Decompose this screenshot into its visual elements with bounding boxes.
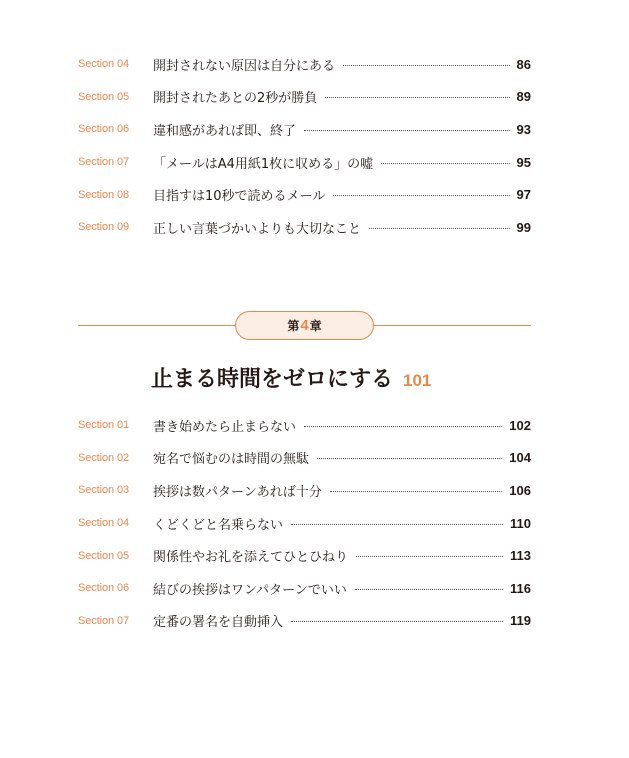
- section-label: Section 07: [78, 614, 129, 627]
- toc-entry[interactable]: [78, 572, 531, 605]
- entry-title: 挨拶は数パターンあれば十分: [153, 484, 322, 500]
- entry-title: 違和感があれば即、終了: [153, 123, 297, 139]
- dot-leader: [304, 426, 502, 427]
- toc-entry[interactable]: [78, 48, 531, 81]
- toc-entry[interactable]: [78, 605, 531, 638]
- section-label: Section 07: [78, 156, 129, 169]
- toc-entry[interactable]: [78, 178, 531, 211]
- chapter-badge: [235, 311, 374, 340]
- dot-leader: [369, 228, 510, 229]
- dot-leader: [317, 458, 502, 459]
- toc-entry[interactable]: [78, 539, 531, 572]
- entry-title: 結びの挨拶はワンパターンでいい: [153, 582, 347, 598]
- page-number: 119: [510, 613, 531, 629]
- dot-leader: [330, 491, 503, 492]
- entry-title: 開封されない原因は自分にある: [153, 58, 336, 74]
- toc-entry[interactable]: [78, 474, 531, 507]
- toc-entry[interactable]: [78, 146, 531, 179]
- toc-list-chapter-3: [78, 48, 531, 244]
- section-label: Section 04: [78, 58, 129, 71]
- page-number: 113: [510, 548, 531, 564]
- dot-leader: [291, 524, 503, 525]
- chapter-number: 4: [300, 317, 309, 334]
- dot-leader: [355, 589, 503, 590]
- section-label: Section 06: [78, 582, 129, 595]
- entry-title: 書き始めたら止まらない: [153, 419, 297, 435]
- page-number: 97: [516, 187, 531, 203]
- section-label: Section 04: [78, 517, 129, 530]
- section-label: Section 08: [78, 188, 129, 201]
- section-label: Section 09: [78, 221, 129, 234]
- chapter-divider-left: [78, 325, 236, 326]
- dot-leader: [343, 65, 510, 66]
- page-number: 104: [509, 450, 531, 466]
- entry-title: 「メールはA4用紙1枚に収める」の嘘: [153, 156, 374, 172]
- dot-leader: [291, 621, 503, 622]
- entry-title: 関係性やお礼を添えてひとひねり: [153, 550, 349, 566]
- toc-entry[interactable]: [78, 211, 531, 244]
- section-label: Section 02: [78, 451, 129, 464]
- page-number: 116: [510, 580, 531, 596]
- chapter-suffix: 章: [309, 319, 322, 333]
- chapter-page-number: 101: [403, 371, 432, 390]
- section-label: Section 01: [78, 419, 129, 432]
- section-label: Section 05: [78, 549, 129, 562]
- dot-leader: [356, 556, 503, 557]
- entry-title: 正しい言葉づかいよりも大切なこと: [153, 221, 362, 237]
- entry-title: 目指すは10秒で読めるメール: [153, 189, 326, 205]
- section-label: Section 03: [78, 484, 129, 497]
- toc-list-chapter-4: [78, 409, 531, 637]
- toc-entry[interactable]: [78, 81, 531, 114]
- page-number: 110: [510, 515, 531, 531]
- page-number: 86: [516, 56, 531, 72]
- dot-leader: [325, 97, 509, 98]
- toc-entry[interactable]: [78, 442, 531, 475]
- dot-leader: [381, 163, 509, 164]
- entry-title: 開封されたあとの2秒が勝負: [153, 91, 318, 107]
- toc-entry[interactable]: [78, 507, 531, 540]
- page-number: 95: [516, 154, 531, 170]
- toc-entry[interactable]: [78, 409, 531, 442]
- chapter-heading[interactable]: [151, 362, 431, 393]
- section-label: Section 05: [78, 90, 129, 103]
- page-number: 106: [509, 482, 531, 498]
- entry-title: 宛名で悩むのは時間の無駄: [153, 452, 310, 468]
- toc-entry[interactable]: [78, 113, 531, 146]
- page-number: 102: [509, 417, 531, 433]
- entry-title: 定番の署名を自動挿入: [153, 615, 284, 631]
- chapter-divider-right: [374, 325, 531, 326]
- page-number: 89: [516, 89, 531, 105]
- dot-leader: [304, 130, 510, 131]
- chapter-prefix: 第: [287, 319, 300, 333]
- section-label: Section 06: [78, 123, 129, 136]
- entry-title: くどくどと名乗らない: [153, 517, 284, 533]
- page-number: 99: [516, 219, 531, 235]
- page-number: 93: [516, 121, 531, 137]
- chapter-title: 止まる時間をゼロにする: [151, 367, 394, 392]
- dot-leader: [333, 195, 509, 196]
